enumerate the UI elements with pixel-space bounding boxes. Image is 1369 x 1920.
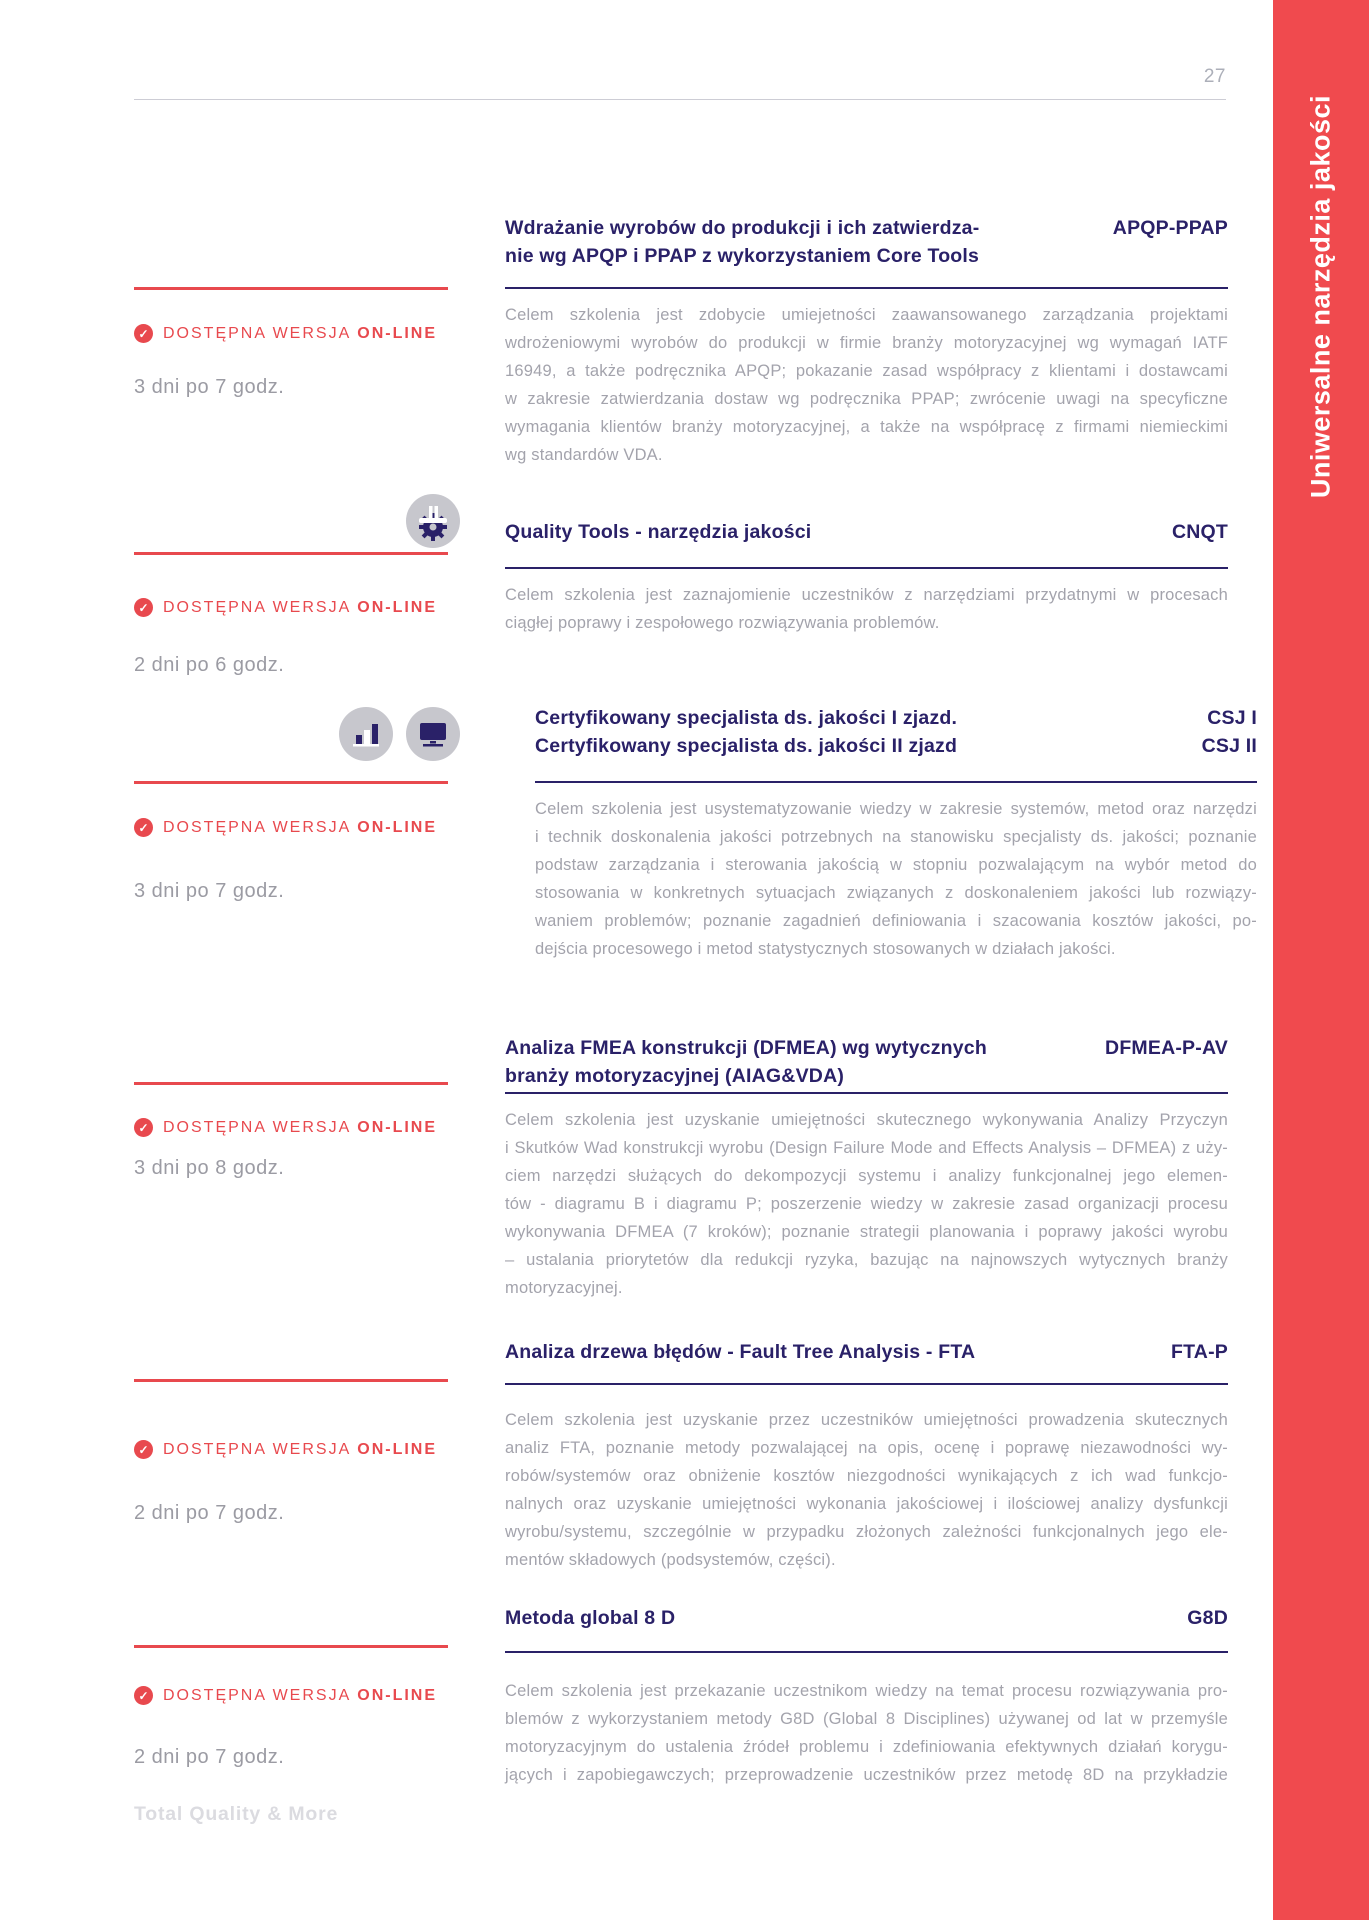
course-header [505, 1034, 1228, 1090]
title-underline [535, 781, 1257, 783]
left-divider [134, 1082, 448, 1085]
footer-brand: Total Quality & More [134, 1803, 339, 1825]
course-header [505, 214, 1228, 270]
check-circle-icon: ✓ [134, 1686, 153, 1705]
title-underline [505, 1092, 1228, 1094]
course-duration: 3 dni po 7 godz. [134, 376, 285, 398]
check-circle-icon: ✓ [134, 818, 153, 837]
course-description: Celem szkolenia jest uzyskanie przez uczestników umiejętności prowadzenia skutecznych analiz FTA, poznanie metody pozwalającej na opis, ocenę i poprawę niezawodności wy- robów/systemów oraz obniżenie kosztów niezgodności wynikających z ich wad funkcjo- nalnych oraz uzyskanie umiejętności wykonania jakościowej i ilościowej analizy dysfunkcji wyrobu/systemu, szczególnie w przypadku złożonych zależności funkcjonalnych jego ele- mentów składowych (podsystemów, części). [505, 1411, 1228, 1569]
check-circle-icon: ✓ [134, 1118, 153, 1137]
left-divider [134, 1379, 448, 1382]
title-underline [505, 287, 1228, 289]
title-underline [505, 1651, 1228, 1653]
title-underline [505, 1383, 1228, 1385]
course-header [505, 1604, 1228, 1632]
badge-online-text: ON-LINE [357, 598, 438, 616]
course-title: Analiza drzewa błędów - Fault Tree Analysis - FTA [505, 1341, 976, 1363]
course-header [535, 704, 1257, 760]
page-number: 27 [1203, 66, 1226, 87]
online-badge [134, 324, 437, 343]
online-badge [134, 1440, 437, 1459]
badge-text: DOSTĘPNA WERSJA [163, 1440, 352, 1458]
course-description: Celem szkolenia jest uzyskanie umiejętności skutecznego wykonywania Analizy Przyczyn i Skutków Wad konstrukcji wyrobu (Design Failure Mode and Effects Analysis – DFMEA) z uży- ciem narzędzi służących do dekompozycji systemu i analizy funkcjonalnej jego elemen- tów - diagramu B i diagramu P; poszerzenie wiedzy w zakresie zasad organizacji procesu wykonywania DFMEA (7 kroków); poznanie strategii planowania i poprawy jakości wyrobu – ustalania priorytetów dla redukcji ryzyka, bazując na najnowszych wytycznych branży motoryzacyjnej. [505, 1111, 1228, 1297]
left-divider [134, 1645, 448, 1648]
course-title: Quality Tools - narzędzia jakości [505, 521, 812, 543]
course-code: CSJ I CSJ II [1201, 707, 1257, 757]
course-description: Celem szkolenia jest przekazanie uczestnikom wiedzy na temat procesu rozwiązywania pro- blemów z wykorzystaniem metody G8D (Global 8 Disciplines) używanej od lat w przemyśle motoryzacyjnym do ustalenia źródeł problemu i zdefiniowania efektywnych działań korygu- jących i zapobiegawczych; przeprowadzenie uczestników przez metodę 8D na przykładzie [505, 1682, 1228, 1784]
course-duration: 3 dni po 7 godz. [134, 880, 285, 902]
title-underline [505, 567, 1228, 569]
badge-online-text: ON-LINE [357, 1440, 438, 1458]
online-badge [134, 598, 437, 617]
check-circle-icon: ✓ [134, 1440, 153, 1459]
online-badge [134, 1118, 437, 1137]
course-description: Celem szkolenia jest zdobycie umiejetności zaawansowanego zarządzania projektami wdrożeniowymi wyrobów do produkcji w firmie branży motoryzacyjnej wg wymagań IATF 16949, a także podręcznika APQP; pokazanie zasad współpracy z klientami i dostawcami w zakresie zatwierdzania dostaw wg podręcznika PPAP; zwrócenie uwagi na specyficzne wymagania klientów branży motoryzacyjnej, a także na współpracę z firmami niemieckimi wg standardów VDA. [505, 306, 1228, 464]
course-title: Metoda global 8 D [505, 1607, 676, 1629]
category-sidebar [1273, 0, 1369, 1920]
badge-text: DOSTĘPNA WERSJA [163, 1686, 352, 1704]
online-badge [134, 1686, 437, 1705]
check-circle-icon: ✓ [134, 598, 153, 617]
course-description: Celem szkolenia jest usystematyzowanie wiedzy w zakresie systemów, metod oraz narzędzi i technik doskonalenia jakości potrzebnych na stanowisku specjalisty ds. jakości; poznanie podstaw zarządzania i sterowania jakością w stopniu pozwalającym na wybór metod do stosowania w konkretnych sytuacjach związanych z doskonaleniem jakości lub rozwiązy- waniem problemów; poznanie zagadnień definiowania i szacowania kosztów jakości, po- dejścia procesowego i metod statystycznych stosowanych w działach jakości. [535, 800, 1257, 958]
badge-online-text: ON-LINE [357, 1686, 438, 1704]
course-duration: 2 dni po 7 godz. [134, 1746, 285, 1768]
course-header [505, 1338, 1228, 1366]
check-circle-icon: ✓ [134, 324, 153, 343]
online-badge [134, 818, 437, 837]
badge-online-text: ON-LINE [357, 324, 438, 342]
category-label: Uniwersalne narzędzia jakości [1305, 95, 1336, 499]
course-duration: 2 dni po 6 godz. [134, 654, 285, 676]
course-duration: 2 dni po 7 godz. [134, 1502, 285, 1524]
course-description: Celem szkolenia jest zaznajomienie uczestników z narzędziami przydatnymi w procesach ciągłej poprawy i zespołowego rozwiązywania problemów. [505, 586, 1228, 632]
top-divider [134, 99, 1226, 100]
gear-icon [406, 494, 460, 548]
left-divider [134, 287, 448, 290]
course-code: FTA-P [1171, 1341, 1228, 1363]
course-duration: 3 dni po 8 godz. [134, 1157, 285, 1179]
left-divider [134, 552, 448, 555]
monitor-icon [406, 707, 460, 761]
badge-online-text: ON-LINE [357, 818, 438, 836]
badge-text: DOSTĘPNA WERSJA [163, 324, 352, 342]
course-code: CNQT [1171, 521, 1228, 543]
badge-text: DOSTĘPNA WERSJA [163, 1118, 352, 1136]
course-code: APQP-PPAP [1112, 217, 1228, 239]
badge-text: DOSTĘPNA WERSJA [163, 598, 352, 616]
course-code: DFMEA-P-AV [1105, 1037, 1228, 1059]
course-header [505, 518, 1228, 546]
course-title: Analiza FMEA konstrukcji (DFMEA) wg wytycznych branży motoryzacyjnej (AIAG&VDA) [505, 1037, 987, 1087]
badge-online-text: ON-LINE [357, 1118, 438, 1136]
badge-text: DOSTĘPNA WERSJA [163, 818, 352, 836]
course-title: Wdrażanie wyrobów do produkcji i ich zatwierdza- nie wg APQP i PPAP z wykorzystaniem Core Tools [505, 217, 980, 267]
course-title: Certyfikowany specjalista ds. jakości I zjazd. Certyfikowany specjalista ds. jakości II zjazd [535, 707, 958, 757]
left-divider [134, 781, 448, 784]
bar-chart-icon [339, 707, 393, 761]
course-code: G8D [1187, 1607, 1228, 1629]
